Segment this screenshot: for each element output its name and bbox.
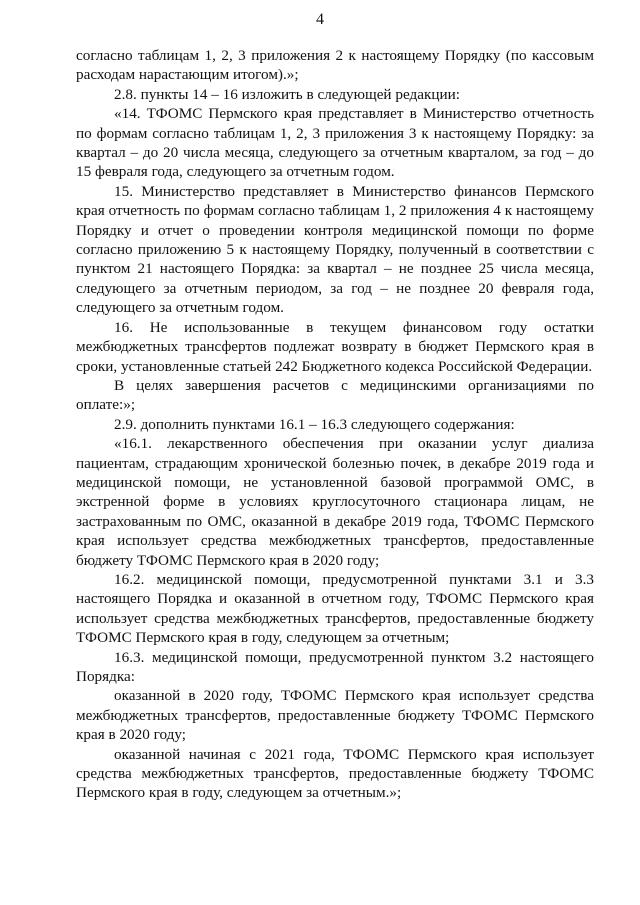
paragraph-point-16: 16. Не использованные в текущем финансовом году остатки межбюджетных трансфертов подлежат возврату в бюджет Пермского края в сроки, установленные статьей 242 Бюджетного кодекса Российской Федерации.: [76, 318, 594, 375]
paragraph-continuation: согласно таблицам 1, 2, 3 приложения 2 к настоящему Порядку (по кассовым расходам нарастающим итогом).»;: [76, 47, 594, 84]
paragraph-point-16-3: 16.3. медицинской помощи, предусмотренной пунктом 3.2 настоящего Порядка:: [76, 648, 594, 685]
paragraph-item-2-8: 2.8. пункты 14 – 16 изложить в следующей редакции:: [114, 85, 460, 103]
page-number: 4: [316, 11, 324, 28]
paragraph-point-16-3-sub-2021: оказанной начиная с 2021 года, ТФОМС Пермского края использует средства межбюджетных трансфертов, предоставленные бюджету ТФОМС Пермского края в году, следующем за отчетным.»;: [76, 745, 594, 802]
paragraph-item-2-9: 2.9. дополнить пунктами 16.1 – 16.3 следующего содержания:: [114, 415, 515, 433]
document-body: [76, 46, 594, 803]
paragraph-point-16-1: «16.1. лекарственного обеспечения при оказании услуг диализа пациентам, страдающим хронической болезнью почек, в декабре 2019 года и медицинской помощи, не установленной базовой программой ОМС, в экстренной форме в условиях круглосуточного стационара лицам, не застрахованным по ОМС, оказанной в декабре 2019 года, ТФОМС Пермского края использует средства межбюджетных трансфертов, предоставленные бюджету ТФОМС Пермского края в 2020 году;: [76, 435, 594, 569]
paragraph-point-14: «14. ТФОМС Пермского края представляет в Министерство отчетность по формам согласно таблицам 1, 2, 3 приложения 3 к настоящему Порядку: за квартал – до 20 числа месяца, следующего за отчетным кварталом, за год – до 15 февраля года, следующего за отчетным годом.: [76, 105, 594, 181]
paragraph-settlements-intro: В целях завершения расчетов с медицинскими организациями по оплате:»;: [76, 376, 594, 414]
paragraph-point-16-3-sub-2020: оказанной в 2020 году, ТФОМС Пермского края использует средства межбюджетных трансфертов, предоставленные бюджету ТФОМС Пермского края в 2020 году;: [76, 687, 594, 744]
paragraph-point-15: 15. Министерство представляет в Министерство финансов Пермского края отчетность по формам согласно таблицам 1, 2 приложения 4 к настоящему Порядку и отчет о проведении контроля медицинской помощи по форме согласно приложению 5 к настоящему Порядку, полученный в соответствии с пунктом 21 настоящего Порядка: за квартал – не позднее 25 числа месяца, следующего за отчетным периодом, за год – не позднее 20 февраля года, следующего за отчетным годом.: [76, 182, 594, 317]
paragraph-point-16-2: 16.2. медицинской помощи, предусмотренной пунктами 3.1 и 3.3 настоящего Порядка и оказанной в отчетном году, ТФОМС Пермского края использует средства межбюджетных трансфертов, предоставленные бюджету ТФОМС Пермского края в году, следующем за отчетным;: [76, 570, 594, 647]
